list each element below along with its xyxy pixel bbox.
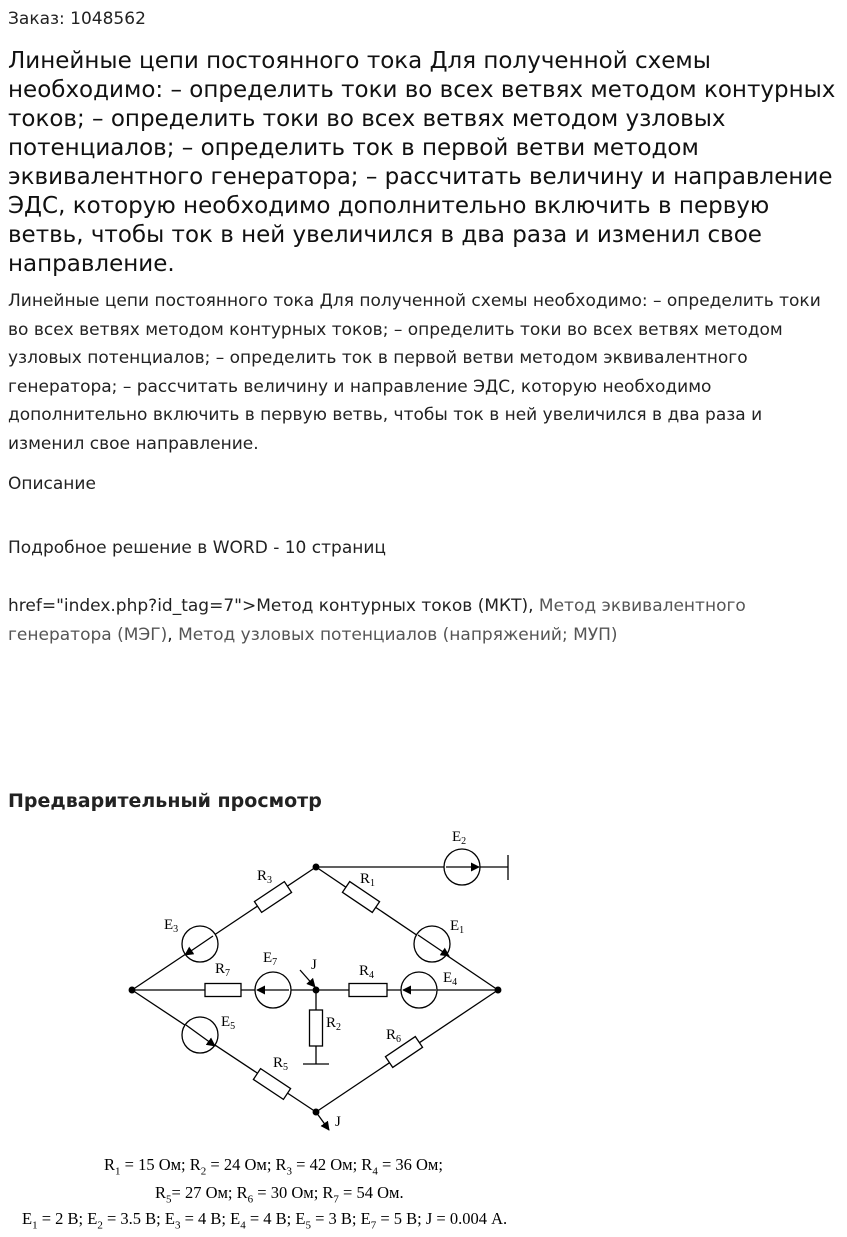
label-r5: $R_5$ bbox=[273, 1055, 289, 1073]
params-line-1: $R_1 = 15$ Ом; $R_2 = 24$ Ом; $R_3 = 42$ Ом; $R_4 = 36$ Ом; bbox=[104, 1155, 443, 1178]
label-e5: $E_5$ bbox=[221, 1014, 236, 1032]
tag-link-meg[interactable]: Метод эквивалентного генератора (МЭГ) bbox=[8, 596, 746, 645]
label-j-bottom: J bbox=[335, 1114, 341, 1130]
label-e4: $E_4$ bbox=[443, 970, 458, 988]
order-number: Заказ: 1048562 bbox=[8, 9, 146, 29]
node-left bbox=[129, 987, 135, 993]
node-center bbox=[313, 987, 319, 993]
label-r4: $R_4$ bbox=[359, 963, 375, 981]
params-line-3: $E_1 = 2$ В; $E_2 = 3.5$ В; $E_3 = 4$ В; $E_4 = 4$ В; $E_5 = 3$ В; $E_7 = 5$ В; J = 0.004 А. bbox=[22, 1209, 508, 1232]
source-e5 bbox=[182, 1017, 218, 1053]
branch-right-top bbox=[316, 867, 498, 990]
source-e4 bbox=[401, 972, 437, 1008]
label-r2: $R_2$ bbox=[326, 1015, 342, 1033]
resistor-r3 bbox=[254, 882, 291, 913]
task-description: Линейные цепи постоянного тока Для полученной схемы необходимо: – определить токи во всех ветвях методом контурных токов; – определить токи во всех ветвях методом узловых потенциалов; – определить ток в первой ветви методом эквивалентного генератора; – рассчитать величину и направление ЭДС, которую необходимо дополнительно включить в первую ветвь, чтобы ток в ней увеличился в два раза и изменил свое направление. bbox=[8, 291, 821, 454]
resistor-r5 bbox=[253, 1069, 290, 1100]
current-source-j-bottom bbox=[316, 1112, 329, 1130]
label-e1: $E_1$ bbox=[450, 918, 465, 936]
node-top bbox=[313, 864, 319, 870]
resistor-r4 bbox=[349, 984, 387, 997]
page-title: Линейные цепи постоянного тока Для полученной схемы необходимо: – определить токи во всех ветвях методом контурных токов; – определить токи во всех ветвях методом узловых потенциалов; – определить ток в первой ветви методом эквивалентного генератора; – рассчитать величину и направление ЭДС, которую необходимо дополнительно включить в первую ветвь, чтобы ток в ней увеличился в два раза и изменил свое направление. bbox=[8, 48, 836, 277]
source-e1 bbox=[414, 926, 450, 962]
branch-left-bottom bbox=[132, 990, 316, 1112]
description-label: Описание bbox=[8, 474, 96, 494]
node-right bbox=[495, 987, 501, 993]
tag-link-mup[interactable]: Метод узловых потенциалов (напряжений; МУП) bbox=[178, 624, 618, 645]
label-r1: $R_1$ bbox=[360, 871, 376, 889]
circuit-diagram bbox=[0, 818, 600, 1148]
tag-prefix-text: href="index.php?id_tag=7">Метод контурных токов (МКТ), bbox=[8, 596, 539, 616]
tag-separator: , bbox=[167, 624, 179, 645]
label-r3: $R_3$ bbox=[257, 868, 273, 886]
method-tags bbox=[8, 592, 843, 649]
params-line-2: $R_5= 27$ Ом; $R_6 = 30$ Ом; $R_7 = 54$ Ом. bbox=[155, 1183, 404, 1206]
label-e7: $E_7$ bbox=[263, 950, 278, 968]
label-e2: $E_2$ bbox=[452, 829, 467, 847]
preview-heading: Предварительный просмотр bbox=[8, 790, 322, 812]
label-j-top: J bbox=[311, 957, 317, 973]
resistor-r2 bbox=[310, 1010, 323, 1046]
label-r6: $R_6$ bbox=[386, 1027, 402, 1045]
solution-note: Подробное решение в WORD - 10 страниц bbox=[8, 538, 386, 558]
source-e7 bbox=[255, 972, 291, 1008]
label-r7: $R_7$ bbox=[215, 961, 231, 979]
source-e2 bbox=[444, 849, 480, 885]
label-e3: $E_3$ bbox=[164, 917, 179, 935]
resistor-r7 bbox=[205, 984, 241, 997]
source-e3 bbox=[182, 926, 218, 962]
